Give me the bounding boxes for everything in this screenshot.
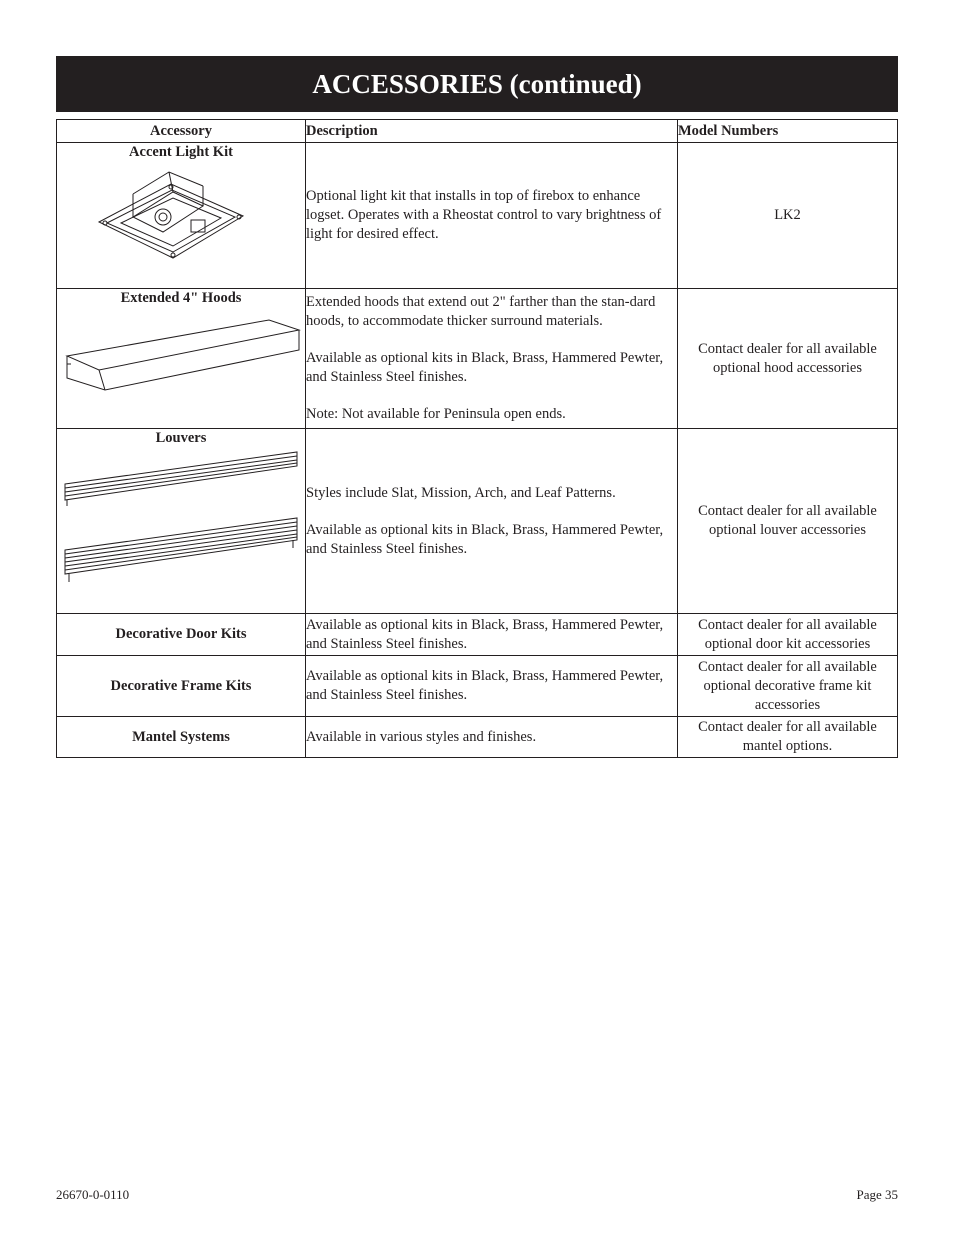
model-number: Contact dealer for all available optional door kit accessories (698, 616, 877, 652)
description-cell (306, 289, 678, 429)
model-cell (678, 717, 898, 758)
accessory-name: Decorative Frame Kits (57, 656, 306, 717)
extended-hood-illustration (61, 308, 301, 398)
table-row (57, 143, 898, 289)
table-row (57, 614, 898, 656)
description-text: Available as optional kits in Black, Brass, Hammered Pewter, and Stainless Steel finishes. (306, 616, 664, 652)
model-cell (678, 614, 898, 656)
description-text: Available as optional kits in Black, Brass, Hammered Pewter, and Stainless Steel finishes. (306, 668, 664, 703)
model-number: Contact dealer for all available optional hood accessories (698, 340, 877, 376)
description-cell (306, 429, 678, 614)
accessory-cell (57, 289, 306, 429)
model-cell (678, 143, 898, 289)
louvers-illustration (61, 448, 301, 608)
accessory-name: Accent Light Kit (129, 144, 233, 160)
table-header-row (57, 120, 898, 143)
accent-light-kit-illustration (93, 162, 269, 262)
model-number: Contact dealer for all available optional louver accessories (698, 503, 877, 538)
description-cell (306, 143, 678, 289)
description-text: Styles include Slat, Mission, Arch, and Leaf Patterns. (306, 484, 616, 501)
model-number: LK2 (774, 207, 801, 223)
header-accessory: Accessory (57, 120, 306, 143)
header-model-numbers: Model Numbers (678, 120, 898, 143)
accessory-name: Extended 4" Hoods (120, 290, 242, 306)
description-cell (306, 614, 678, 656)
table-row (57, 656, 898, 717)
model-cell (678, 656, 898, 717)
model-number: Contact dealer for all available optional decorative frame kit accessories (698, 658, 877, 713)
description-text: Extended hoods that extend out 2" farther than the stan-dard hoods, to accommodate thicker surround materials. (306, 294, 656, 329)
description-note: Note: Not available for Peninsula open ends. (306, 406, 566, 422)
model-cell (678, 289, 898, 429)
accessory-name: Mantel Systems (57, 717, 306, 758)
document-number: 26670-0-0110 (56, 1187, 130, 1202)
description-text: Available as optional kits in Black, Brass, Hammered Pewter, and Stainless Steel finishes. (306, 350, 664, 385)
accessory-name: Louvers (155, 430, 207, 446)
page-number: Page 35 (856, 1187, 898, 1202)
table-row (57, 289, 898, 429)
accessory-cell (57, 143, 306, 289)
description-text: Optional light kit that installs in top of firebox to enhance logset. Operates with a Rheostat control to vary brightness of light for desired effect. (306, 188, 662, 242)
accessory-name: Decorative Door Kits (57, 614, 306, 656)
description-cell (306, 656, 678, 717)
description-text: Available as optional kits in Black, Brass, Hammered Pewter, and Stainless Steel finishes. (306, 521, 664, 557)
table-row (57, 717, 898, 758)
accessory-cell (57, 429, 306, 614)
description-cell (306, 717, 678, 758)
accessories-table (56, 119, 898, 758)
section-title: ACCESSORIES (continued) (312, 68, 642, 99)
model-cell (678, 429, 898, 614)
description-text: Available in various styles and finishes. (306, 728, 537, 745)
header-description: Description (306, 120, 678, 143)
table-row (57, 429, 898, 614)
model-number: Contact dealer for all available mantel options. (698, 719, 877, 754)
section-banner (56, 56, 898, 112)
